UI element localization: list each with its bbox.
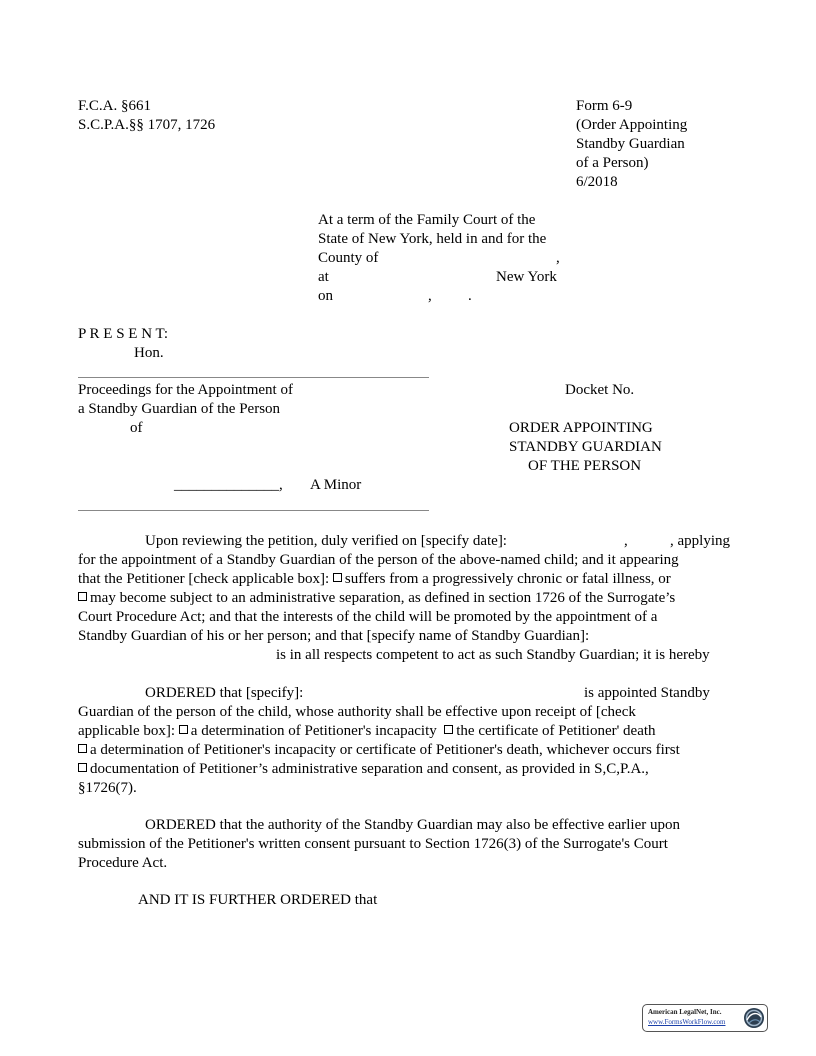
ordered-appointment-paragraph — [78, 684, 740, 798]
checkbox-label: suffers from a progressively chronic or fatal illness, or — [344, 571, 671, 587]
paragraph-line — [78, 741, 740, 760]
paragraph-line: Standby Guardian of his or her person; and that [specify name of Standby Guardian]: — [78, 628, 590, 644]
minor-label: A Minor — [310, 477, 362, 493]
american-legalnet-logo[interactable] — [642, 1004, 768, 1032]
form-title-line: Standby Guardian — [576, 136, 685, 152]
form-number: Form 6-9 — [576, 98, 633, 114]
statute-citation-scpa: S.C.P.A.§§ 1707, 1726 — [78, 117, 216, 133]
on-label: on — [318, 288, 333, 304]
caption-of: of — [130, 420, 143, 436]
globe-swirl-icon — [743, 1007, 765, 1029]
state-label: New York — [496, 269, 557, 285]
order-title-line: STANDBY GUARDIAN — [509, 439, 662, 455]
ordered-specify-text: ORDERED that [specify]: — [145, 685, 304, 701]
minor-name-blank-line: ______________ — [174, 477, 279, 493]
form-title-line: of a Person) — [576, 155, 649, 171]
is-appointed-text: is appointed Standby — [584, 685, 710, 701]
checkbox-label: a determination of Petitioner's incapacity or certificate of Petitioner's death, whichever occurs first — [90, 742, 680, 758]
order-title-line: ORDER APPOINTING — [509, 420, 653, 436]
further-ordered-paragraph: AND IT IS FURTHER ORDERED that — [138, 892, 378, 908]
checkbox-label: documentation of Petitioner’s administrative separation and consent, as provided in S,C,P.A., — [90, 761, 649, 777]
paragraph-line — [78, 760, 740, 779]
minor-name-blank — [174, 476, 283, 495]
check-box-prompt: applicable box]: — [78, 723, 176, 739]
form-title-line: (Order Appointing — [576, 117, 688, 133]
checkbox-administrative-separation[interactable] — [78, 592, 87, 601]
paragraph-line: §1726(7). — [78, 780, 137, 796]
minor-comma: , — [279, 477, 283, 493]
paragraph-line: submission of the Petitioner's written consent pursuant to Section 1726(3) of the Surrogate's Court — [78, 836, 668, 852]
paragraph-line: ORDERED that the authority of the Standby Guardian may also be effective earlier upon — [145, 817, 680, 833]
docket-number-label: Docket No. — [565, 382, 635, 398]
caption-line: Proceedings for the Appointment of — [78, 382, 293, 398]
logo-company-name: American LegalNet, Inc. — [648, 1008, 722, 1016]
checkbox-label: may become subject to an administrative separation, as defined in section 1726 of the Surrogate’s — [90, 590, 676, 606]
caption-line: a Standby Guardian of the Person — [78, 401, 281, 417]
checkbox-label: the certificate of Petitioner' death — [456, 723, 656, 739]
checkbox-incapacity[interactable] — [179, 725, 188, 734]
checkbox-label: a determination of Petitioner's incapacity — [190, 723, 437, 739]
checkbox-separation-documentation[interactable] — [78, 763, 87, 772]
paragraph-line — [78, 570, 740, 589]
on-period: . — [468, 288, 472, 304]
petition-date-comma: , — [624, 533, 628, 549]
form-revision-date: 6/2018 — [576, 174, 618, 190]
caption-bottom-rule — [78, 510, 429, 511]
form-number-block — [576, 97, 687, 192]
paragraph-line: Guardian of the person of the child, whose authority shall be effective upon receipt of [check — [78, 704, 636, 720]
petition-review-paragraph — [78, 532, 740, 665]
county-comma: , — [556, 250, 560, 266]
paragraph-line: Procedure Act. — [78, 855, 168, 871]
ordered-authority-paragraph — [78, 816, 740, 873]
court-term-line: State of New York, held in and for the — [318, 231, 547, 247]
judge-hon-label: Hon. — [134, 345, 164, 361]
applying-text: , applying — [670, 533, 730, 549]
paragraph-line — [78, 684, 740, 703]
paragraph-line — [78, 532, 740, 551]
paragraph-line — [78, 722, 740, 741]
paragraph-line: for the appointment of a Standby Guardian of the person of the above-named child; and it appearing — [78, 552, 679, 568]
present-label: P R E S E N T: — [78, 326, 169, 342]
at-label: at — [318, 269, 329, 285]
check-box-prompt: that the Petitioner [check applicable box]: — [78, 571, 330, 587]
petition-date-text: Upon reviewing the petition, duly verified on [specify date]: — [145, 533, 507, 549]
county-label: County of — [318, 250, 379, 266]
paragraph-line — [78, 589, 740, 608]
paragraph-line: Court Procedure Act; and that the interests of the child will be promoted by the appointment of a — [78, 609, 658, 625]
logo-website-link[interactable]: www.FormsWorkFlow.com — [648, 1018, 726, 1026]
on-comma: , — [428, 288, 432, 304]
court-term-line: At a term of the Family Court of the — [318, 212, 536, 228]
checkbox-incapacity-or-death[interactable] — [78, 744, 87, 753]
statute-citation-fca: F.C.A. §661 — [78, 98, 151, 114]
paragraph-line: is in all respects competent to act as such Standby Guardian; it is hereby — [276, 647, 710, 663]
checkbox-chronic-illness[interactable] — [333, 573, 342, 582]
order-title-line: OF THE PERSON — [528, 458, 642, 474]
caption-top-rule — [78, 377, 429, 378]
checkbox-death-certificate[interactable] — [444, 725, 453, 734]
